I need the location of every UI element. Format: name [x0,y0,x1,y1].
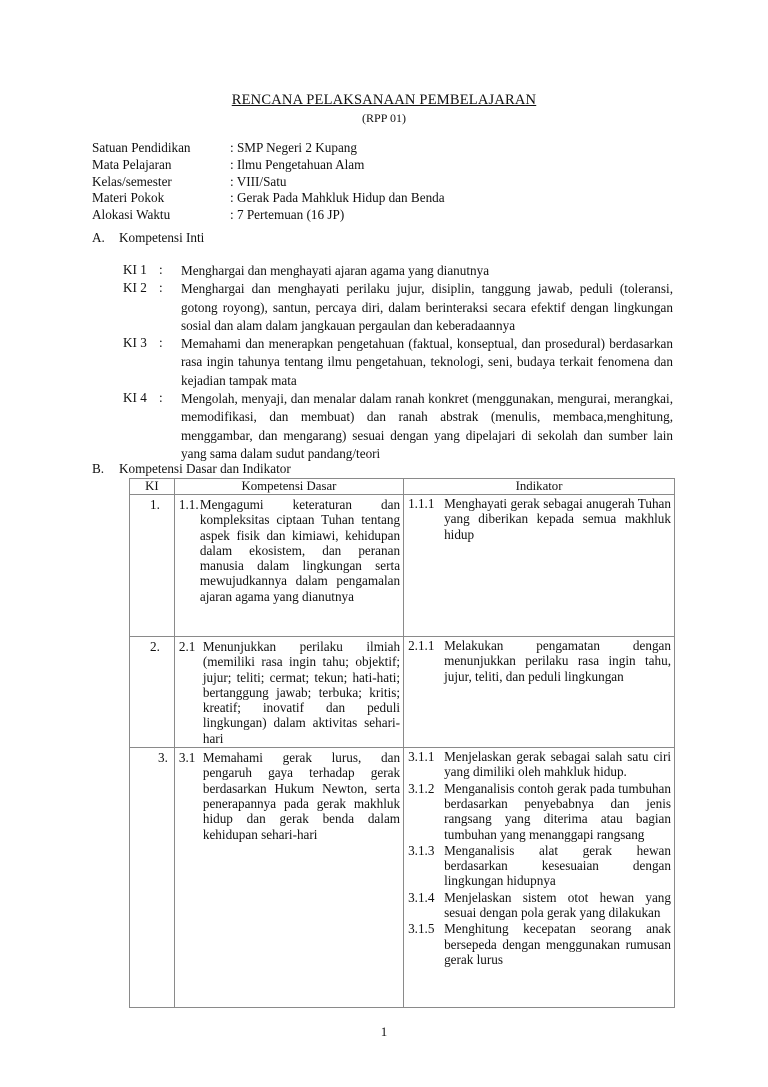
info-row [92,174,592,191]
ki-text: Menghargai dan menghayati ajaran agama yang dianutnya [181,263,490,278]
info-row [92,140,592,157]
ki-number: 1. [149,497,160,512]
info-row [92,207,592,224]
ki-code: KI 2 [123,280,147,296]
indicator-code: 3.1.2 [408,780,435,796]
ki-cell [130,748,175,1008]
ki-separator: : [159,262,163,277]
table-row [130,495,675,637]
kd-cell [174,748,403,1008]
table-header-row [130,479,675,495]
ki-number: 2. [149,639,160,654]
table-row [130,748,675,1008]
indicator-item [404,495,674,542]
indicator-text: Menjelaskan gerak sebagai salah satu ciri yang dimiliki oleh mahkluk hidup. [444,749,671,780]
ki-cell [130,637,175,748]
ki-text: Menghargai dan menghayati perilaku jujur, disiplin, tanggung jawab, peduli (toleransi, gotong royong), santun, percaya diri, dalam berinteraksi secara efektif dengan lingkungan sosial dan alam dalam jangkauan pergaulan dan keberadaannya [181,281,673,333]
kd-code: 2.1 [178,639,196,654]
info-label: Satuan Pendidikan [92,140,191,155]
kd-entry [175,637,403,747]
indicator-list [404,748,674,967]
kd-code: 1.1. [178,497,199,512]
info-value: : 7 Pertemuan (16 JP) [230,207,345,223]
indicator-text: Menjelaskan sistem otot hewan yang sesuai dengan pola gerak yang dilakukan [444,889,671,921]
indicator-cell [404,495,675,637]
list-item [123,335,673,390]
column-header-ki: KI [130,479,175,495]
kompetensi-inti-list [123,262,673,463]
ki-code: KI 4 [123,390,147,406]
kd-text: Mengagumi keteraturan dan kompleksitas ciptaan Tuhan tentang aspek fisik dan kimiawi, kehidupan dalam ekosistem, dan peranan manusia dalam lingkungan serta mewujudkannya dalam pengamalan ajaran agama yang dianutnya [199,497,401,604]
info-value: : Gerak Pada Mahkluk Hidup dan Benda [230,190,445,206]
indicator-text: Menganalisis contoh gerak pada tumbuhan berdasarkan penyebabnya dan jenis rangsang yang diterima atau bagian tumbuhan yang menanggapi rangsang [444,780,671,842]
indicator-item [404,637,674,684]
indicator-text: Menganalisis alat gerak hewan berdasarkan kesesuaian dengan lingkungan hidupnya [444,842,671,889]
indicator-cell [404,637,675,748]
indicator-list [404,495,674,542]
indicator-item [404,748,674,780]
info-value: : VIII/Satu [230,173,287,189]
indicator-item [404,842,674,889]
section-letter: B. [92,461,105,476]
ki-separator: : [159,390,163,406]
indicator-item [404,889,674,921]
ki-separator: : [159,335,163,351]
kd-text: Menunjukkan perilaku ilmiah (memiliki rasa ingin tahu; objektif; jujur; teliti; cermat; tekun; hati-hati; bertanggung jawab; terbuka; kritis; kreatif; inovatif dan peduli lingkungan) dalam aktivitas sehari-hari [202,639,401,746]
info-value: : SMP Negeri 2 Kupang [230,140,357,155]
info-label: Kelas/semester [92,173,172,189]
section-b-heading [92,461,291,477]
ki-cell [130,495,175,637]
list-item [123,262,673,280]
list-item [123,280,673,335]
kd-entry [175,748,403,843]
page-number: 1 [380,1024,388,1039]
ki-code: KI 3 [123,335,147,351]
indicator-list [404,637,674,684]
section-title: Kompetensi Inti [119,230,205,245]
indicator-code: 3.1.5 [408,921,435,937]
kd-cell [174,495,403,637]
info-label: Alokasi Waktu [92,207,171,223]
ki-code: KI 1 [123,262,147,277]
kd-cell [174,637,403,748]
section-a-heading [92,230,204,246]
document-subtitle: (RPP 01) [362,111,406,125]
indicator-code: 3.1.1 [408,749,435,765]
indicator-cell [404,748,675,1008]
info-label: Materi Pokok [92,190,165,206]
identity-block [92,140,592,224]
section-letter: A. [92,230,105,245]
kd-entry [175,495,403,605]
ki-number: 3. [157,750,168,766]
kompetensi-dasar-table [129,478,675,1008]
document-title: RENCANA PELAKSANAAN PEMBELAJARAN [231,92,537,108]
column-header-indikator: Indikator [404,479,675,495]
indicator-code: 3.1.3 [408,842,435,858]
info-row [92,190,592,207]
ki-text: Mengolah, menyaji, dan menalar dalam ranah konkret (menggunakan, mengurai, merangkai, memodifikasi, dan membuat) dan ranah abstrak (menulis, membaca,menghitung, menggambar, dan mengarang) sesuai dengan yang dipelajari di sekolah dan sumber lain yang sama dalam sudut pandang/teori [181,391,673,461]
indicator-code: 2.1.1 [408,638,435,653]
indicator-text: Melakukan pengamatan dengan menunjukkan perilaku rasa ingin tahu, jujur, teliti, dan peduli lingkungan [444,638,671,684]
indicator-text: Menghayati gerak sebagai anugerah Tuhan yang diberikan kepada semua makhluk hidup [444,496,671,542]
info-row [92,157,592,174]
ki-separator: : [159,280,163,296]
list-item [123,390,673,463]
info-label: Mata Pelajaran [92,156,172,172]
section-title: Kompetensi Dasar dan Indikator [119,461,291,476]
table-row [130,637,675,748]
indicator-text: Menghitung kecepatan seorang anak bersepeda dengan menggunakan rumusan gerak lurus [444,921,671,967]
info-value: : Ilmu Pengetahuan Alam [230,156,365,172]
kd-text: Memahami gerak lurus, dan pengaruh gaya terhadap gerak berdasarkan Hukum Newton, serta penerapannya pada gerak makhluk hidup dan gerak benda dalam kehidupan sehari-hari [202,750,401,842]
ki-text: Memahami dan menerapkan pengetahuan (faktual, konseptual, dan prosedural) berdasarkan rasa ingin tahunya tentang ilmu pengetahuan, teknologi, seni, budaya terkait fenomena dan kejadian tampak mata [181,336,673,388]
kd-code: 3.1 [178,750,196,766]
column-header-kompetensi-dasar: Kompetensi Dasar [174,479,403,495]
indicator-item [404,780,674,842]
indicator-code: 1.1.1 [408,496,435,511]
indicator-code: 3.1.4 [408,889,435,905]
indicator-item [404,920,674,967]
